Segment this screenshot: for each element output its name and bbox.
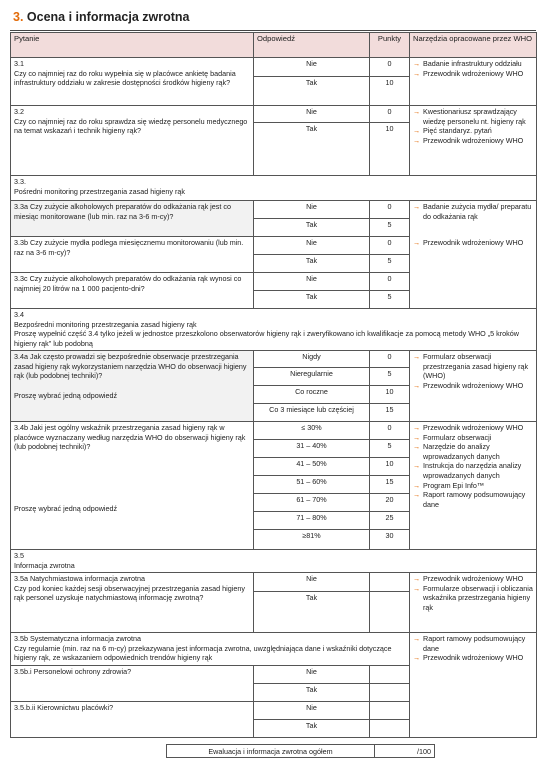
tool-item: → Przewodnik wdrożeniowy WHO: [413, 381, 533, 391]
points-value: 0: [370, 422, 410, 440]
assessment-table: [10, 32, 537, 738]
tools-3-4a: [410, 351, 537, 422]
section-row-3-3: [11, 176, 537, 201]
answer-option[interactable]: Nie: [254, 201, 370, 219]
tool-item: → Przewodnik wdrożeniowy WHO: [413, 69, 533, 79]
section-text: Bezpośredni monitoring przestrzegania zasad higieny rąk: [14, 319, 197, 329]
table-row: [11, 422, 537, 440]
tool-item: → Raport ramowy podsumowujący dane: [413, 634, 533, 653]
tool-item: → Formularz obserwacji przestrzegania zasad higieny rąk (WHO): [413, 352, 533, 381]
points-value: 20: [370, 494, 410, 512]
question-text: Czy regularnie (min. raz na 6 m-cy) przekazywana jest informacja zwrotna, uwzględniająca dane i wskaźniki dotyczące higieny rąk, ze wskazaniem odpowiednich trendów higieny rąk: [14, 643, 392, 663]
tool-item: → Instrukcja do narzędzia analizy wprowadzanych danych: [413, 461, 533, 480]
question-text: Czy co najmniej raz do roku sprawdza się wiedzę personelu medycznego na temat wskazań i technik higieny rąk?: [14, 116, 248, 136]
section-text: Pośredni monitoring przestrzegania zasad higieny rąk: [14, 186, 185, 196]
points-value: 15: [370, 476, 410, 494]
points-value: 10: [370, 123, 410, 176]
tool-item: → Program Epi Info™: [413, 481, 533, 491]
table-row: [11, 58, 537, 77]
answer-option[interactable]: 31 – 40%: [254, 440, 370, 458]
points-value: 5: [370, 291, 410, 309]
tools-3-3a: [410, 201, 537, 237]
answer-option[interactable]: Nieregularnie: [254, 368, 370, 386]
answer-option[interactable]: Nie: [254, 106, 370, 123]
section-row-3-4: [11, 309, 537, 351]
tools-3-5b: [410, 633, 537, 738]
answer-option[interactable]: Tak: [254, 255, 370, 273]
answer-option[interactable]: Nie: [254, 273, 370, 291]
answer-option[interactable]: Nie: [254, 702, 370, 720]
question-label: 3.2: [14, 107, 24, 116]
answer-option[interactable]: 71 – 80%: [254, 512, 370, 530]
tool-item: → Narzędzie do analizy wprowadzanych danych: [413, 442, 533, 461]
table-row: [11, 351, 537, 368]
question-subtitle: 3.5a Natychmiastowa informacja zwrotna: [14, 574, 146, 583]
answer-option[interactable]: Tak: [254, 684, 370, 702]
answer-option[interactable]: Tak: [254, 77, 370, 106]
answer-option[interactable]: Tak: [254, 291, 370, 309]
tools-3-1: [410, 58, 537, 106]
points-value: [370, 720, 410, 738]
points-value: 10: [370, 386, 410, 404]
points-value: [370, 702, 410, 720]
total-value[interactable]: /100: [375, 745, 435, 758]
question-subtitle: 3.5b Systematyczna informacja zwrotna: [14, 634, 142, 643]
table-row: [11, 106, 537, 123]
section-3-4: [11, 309, 537, 351]
section-label: 3.3.: [14, 177, 26, 186]
answer-option[interactable]: 61 – 70%: [254, 494, 370, 512]
question-text: Czy pod koniec każdej sesji obserwacyjnej przestrzegania zasad higieny rąk personel uzyskuje natychmiastową informację zwrotną?: [14, 583, 245, 603]
question-3-5a: [11, 573, 254, 633]
points-value: 0: [370, 58, 410, 77]
points-value: 0: [370, 106, 410, 123]
table-row: [11, 633, 537, 666]
tools-3-4b: [410, 422, 537, 550]
answer-option[interactable]: 51 – 60%: [254, 476, 370, 494]
tools-3-3b: [410, 237, 537, 309]
tool-item: → Formularz obserwacji: [413, 433, 533, 443]
tool-item: → Badanie infrastruktury oddziału: [413, 59, 533, 69]
header-tools: Narzędzia opracowane przez WHO: [410, 33, 537, 58]
table-row: [11, 573, 537, 592]
table-row: [11, 237, 537, 255]
total-row: [167, 745, 435, 758]
question-3-2: [11, 106, 254, 176]
tool-item: → Badanie zużycia mydła/ preparatu do odkażania rąk: [413, 202, 533, 221]
tools-3-2: [410, 106, 537, 176]
section-label: 3.4: [14, 310, 24, 319]
points-value: 25: [370, 512, 410, 530]
section-3-5: [11, 550, 537, 573]
tool-item: → Przewodnik wdrożeniowy WHO: [413, 238, 533, 248]
points-value: 0: [370, 201, 410, 219]
tool-item: → Przewodnik wdrożeniowy WHO: [413, 136, 533, 146]
question-3-3c: 3.3c Czy zużycie alkoholowych preparatów do odkażania rąk wynosi co najmniej 20 litrów na 1 000 pacjento-dni?: [11, 273, 254, 309]
points-value: [370, 573, 410, 592]
tool-item: → Pięć standaryz. pytań: [413, 126, 533, 136]
section-title-text: Ocena i informacja zwrotna: [26, 10, 190, 24]
answer-option[interactable]: Nie: [254, 237, 370, 255]
header-row: [11, 33, 537, 58]
question-label: 3.1: [14, 59, 24, 68]
tool-item: → Formularze obserwacji i obliczania wskaźnika przestrzegania higieny rąk: [413, 584, 533, 613]
header-answer: Odpowiedź: [254, 33, 370, 58]
points-value: 5: [370, 368, 410, 386]
points-value: [370, 666, 410, 684]
section-3-3: [11, 176, 537, 201]
points-value: 10: [370, 458, 410, 476]
points-value: [370, 592, 410, 633]
question-text: 3.4b Jaki jest ogólny wskaźnik przestrzegania zasad higieny rąk w placówce wyznaczany według narzędzia WHO do obserwacji higieny rąk (lub podobnej techniki)?: [14, 423, 246, 452]
answer-option[interactable]: Co 3 miesiące lub częściej: [254, 404, 370, 422]
tool-item: → Przewodnik wdrożeniowy WHO: [413, 423, 533, 433]
points-value: [370, 684, 410, 702]
question-3-1: [11, 58, 254, 106]
question-note: Proszę wybrać jedną odpowiedź: [14, 503, 118, 513]
tool-item: → Raport ramowy podsumowujący dane: [413, 490, 533, 509]
points-value: 5: [370, 440, 410, 458]
points-value: 0: [370, 351, 410, 368]
section-row-3-5: [11, 550, 537, 573]
section-title: [13, 10, 189, 24]
points-value: 5: [370, 219, 410, 237]
title-rule: [10, 30, 536, 31]
answer-option[interactable]: Nie: [254, 58, 370, 77]
answer-option[interactable]: Nie: [254, 573, 370, 592]
question-text: 3.4a Jak często prowadzi się bezpośrednie obserwacje przestrzegania zasad higieny rąk wykorzystaniem narzędzia WHO do obserwacji higieny rąk (lub podobnej techniki)?: [14, 352, 247, 381]
header-points: Punkty: [370, 33, 410, 58]
points-value: 15: [370, 404, 410, 422]
question-note: Proszę wybrać jedną odpowiedź: [14, 390, 118, 400]
answer-option[interactable]: ≤ 30%: [254, 422, 370, 440]
question-3-4a: [11, 351, 254, 422]
section-note: Proszę wypełnić część 3.4 tylko jeżeli w jednostce przeszkolono obserwatorów higieny rąk i zweryfikowano ich kwalifikacje za pomocą metody WHO „5 kroków higieny rąk" lub podobną: [14, 329, 519, 348]
question-text: Czy co najmniej raz do roku wypełnia się w placówce ankietę badania infrastruktury oddziału w zakresie dostępności środków higieny rąk?: [14, 68, 236, 88]
answer-option[interactable]: Nie: [254, 666, 370, 684]
total-table: [166, 744, 435, 758]
question-3-3a: 3.3a Czy zużycie alkoholowych preparatów do odkażania rąk jest co miesiąc monitorowane (lub min. raz na 3-6 m-cy)?: [11, 201, 254, 237]
question-3-3b: 3.3b Czy zużycie mydła podlega miesięcznemu monitorowaniu (lub min. raz na 3-6 m-cy)?: [11, 237, 254, 273]
total-label: Ewaluacja i informacja zwrotna ogółem: [167, 745, 375, 758]
tool-item: → Przewodnik wdrożeniowy WHO: [413, 653, 533, 663]
tool-item: → Przewodnik wdrożeniowy WHO: [413, 574, 533, 584]
points-value: 5: [370, 255, 410, 273]
question-3-5b-ii: 3.5.b.ii Kierownictwu placówki?: [11, 702, 254, 738]
question-3-5b: [11, 633, 410, 666]
section-label: 3.5: [14, 551, 24, 560]
answer-option[interactable]: Tak: [254, 219, 370, 237]
section-text: Informacja zwrotna: [14, 560, 75, 570]
question-3-4b: [11, 422, 254, 550]
points-value: 10: [370, 77, 410, 106]
answer-option[interactable]: Nigdy: [254, 351, 370, 368]
tools-3-5a: [410, 573, 537, 633]
points-value: 0: [370, 273, 410, 291]
question-3-5b-i: 3.5b.i Personelowi ochrony zdrowia?: [11, 666, 254, 702]
points-value: 0: [370, 237, 410, 255]
answer-option[interactable]: 41 – 50%: [254, 458, 370, 476]
answer-option[interactable]: Tak: [254, 123, 370, 176]
answer-option[interactable]: ≥81%: [254, 530, 370, 550]
tool-item: → Kwestionariusz sprawdzający wiedzę personelu nt. higieny rąk: [413, 107, 533, 126]
table-row: [11, 201, 537, 219]
answer-option[interactable]: Co roczne: [254, 386, 370, 404]
section-number: 3.: [13, 10, 24, 24]
points-value: 30: [370, 530, 410, 550]
answer-option[interactable]: Tak: [254, 720, 370, 738]
answer-option[interactable]: Tak: [254, 592, 370, 633]
header-question: Pytanie: [11, 33, 254, 58]
